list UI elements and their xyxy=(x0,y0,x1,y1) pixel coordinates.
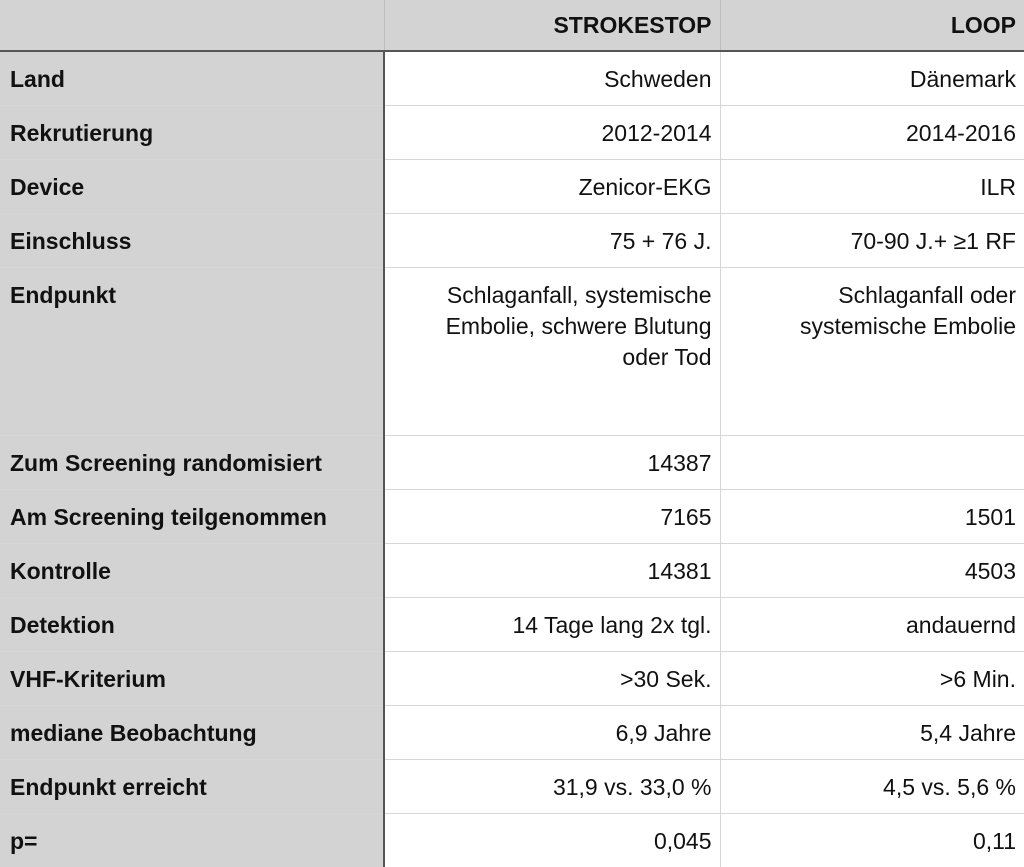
strokestop-value: 2012-2014 xyxy=(384,106,720,160)
loop-value: Schlaganfall oder systemische Embolie xyxy=(720,268,1024,436)
row-label: mediane Beobachtung xyxy=(0,706,384,760)
table-row xyxy=(0,490,1024,544)
table-row xyxy=(0,814,1024,867)
strokestop-value: 14 Tage lang 2x tgl. xyxy=(384,598,720,652)
loop-value: 1501 xyxy=(720,490,1024,544)
row-label: Am Screening teilgenommen xyxy=(0,490,384,544)
row-label: Land xyxy=(0,51,384,106)
strokestop-value: 14387 xyxy=(384,436,720,490)
loop-value: 2014-2016 xyxy=(720,106,1024,160)
table-row xyxy=(0,160,1024,214)
table-row xyxy=(0,106,1024,160)
header-row xyxy=(0,0,1024,51)
table-row xyxy=(0,598,1024,652)
strokestop-value: 6,9 Jahre xyxy=(384,706,720,760)
row-label: Rekrutierung xyxy=(0,106,384,160)
loop-value: 0,11 xyxy=(720,814,1024,867)
row-label: Endpunkt erreicht xyxy=(0,760,384,814)
strokestop-value: 7165 xyxy=(384,490,720,544)
row-label: Zum Screening randomisiert xyxy=(0,436,384,490)
loop-value: >6 Min. xyxy=(720,652,1024,706)
strokestop-value: 14381 xyxy=(384,544,720,598)
loop-value: Dänemark xyxy=(720,51,1024,106)
strokestop-value: 31,9 vs. 33,0 % xyxy=(384,760,720,814)
row-label: Detektion xyxy=(0,598,384,652)
strokestop-value: Zenicor-EKG xyxy=(384,160,720,214)
table-row xyxy=(0,652,1024,706)
loop-value: andauernd xyxy=(720,598,1024,652)
row-label: p= xyxy=(0,814,384,867)
header-strokestop: STROKESTOP xyxy=(384,0,720,51)
table-row xyxy=(0,760,1024,814)
loop-value: 4503 xyxy=(720,544,1024,598)
table-row xyxy=(0,268,1024,436)
strokestop-value: Schweden xyxy=(384,51,720,106)
loop-value: 4,5 vs. 5,6 % xyxy=(720,760,1024,814)
header-corner-cell xyxy=(0,0,384,51)
strokestop-value: Schlaganfall, systemische Embolie, schwere Blutung oder Tod xyxy=(384,268,720,436)
header-loop: LOOP xyxy=(720,0,1024,51)
row-label: VHF-Kriterium xyxy=(0,652,384,706)
table-row xyxy=(0,544,1024,598)
table-row xyxy=(0,436,1024,490)
row-label: Device xyxy=(0,160,384,214)
loop-value xyxy=(720,436,1024,490)
loop-value: ILR xyxy=(720,160,1024,214)
row-label: Endpunkt xyxy=(0,268,384,436)
row-label: Kontrolle xyxy=(0,544,384,598)
strokestop-value: >30 Sek. xyxy=(384,652,720,706)
loop-value: 70-90 J.+ ≥1 RF xyxy=(720,214,1024,268)
loop-value: 5,4 Jahre xyxy=(720,706,1024,760)
strokestop-value: 75 + 76 J. xyxy=(384,214,720,268)
row-label: Einschluss xyxy=(0,214,384,268)
table-row xyxy=(0,214,1024,268)
strokestop-value: 0,045 xyxy=(384,814,720,867)
table-row xyxy=(0,706,1024,760)
table-row xyxy=(0,51,1024,106)
